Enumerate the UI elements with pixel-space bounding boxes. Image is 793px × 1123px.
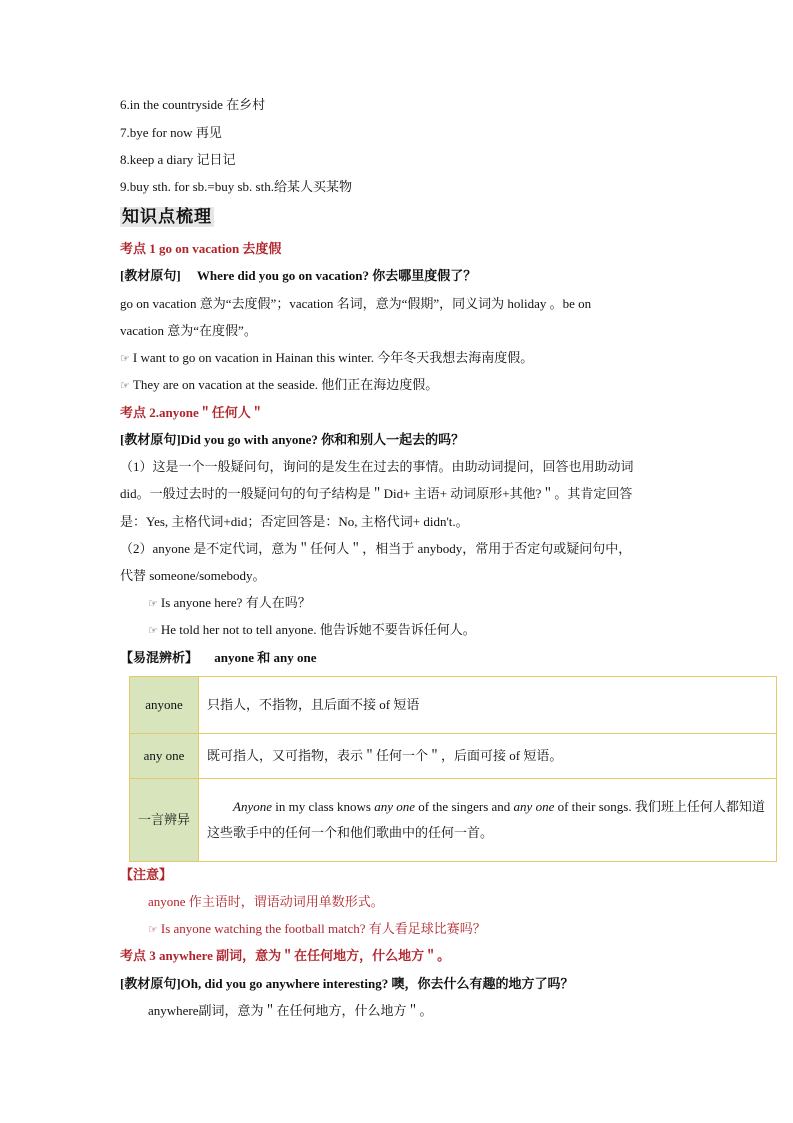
point3-source — [120, 975, 573, 993]
phrase-item: 9.buy sth. for sb.=buy sb. sth.给某人买某物 — [120, 179, 352, 194]
point3-explain: anywhere副词，意为＂在任何地方，什么地方＂。 — [148, 1003, 433, 1018]
confusion-heading — [120, 649, 316, 667]
phrase-item: 8.keep a diary 记日记 — [120, 152, 236, 167]
note-label: 【注意】 — [120, 867, 173, 882]
pointing-hand-icon: ☞ — [120, 352, 130, 365]
source-text: Did you go with anyone? 你和和别人一起去的吗？ — [180, 432, 465, 447]
table-key: anyone — [130, 677, 199, 734]
section-title — [120, 205, 214, 230]
point2-example: ☞ He told her not to tell anyone. 他告诉她不要告诉任何人。 — [148, 622, 476, 637]
table-value: 只指人，不指物，且后面不接 of 短语 — [199, 677, 777, 734]
source-text: Oh, did you go anywhere interesting? 噢，你去什么有趣的地方了吗？ — [180, 976, 574, 991]
comparison-table — [129, 676, 777, 862]
point2-source — [120, 431, 464, 449]
point1-example: ☞ I want to go on vacation in Hainan this winter. 今年冬天我想去海南度假。 — [120, 350, 534, 365]
phrase-item: 7.bye for now 再见 — [120, 125, 222, 140]
point1-explain: vacation 意为“在度假”。 — [120, 323, 257, 338]
phrase-item: 6.in the countryside 在乡村 — [120, 97, 266, 112]
source-label: [教材原句] — [120, 976, 181, 991]
pointing-hand-icon: ☞ — [148, 597, 158, 610]
table-key: any one — [130, 734, 199, 779]
note-text: anyone 作主语时，谓语动词用单数形式。 — [148, 894, 384, 909]
table-row — [130, 677, 777, 734]
confusion-title: anyone 和 any one — [214, 650, 317, 665]
pointing-hand-icon: ☞ — [120, 379, 130, 392]
table-row — [130, 734, 777, 779]
point1-heading: 考点 1 go on vacation 去度假 — [120, 241, 282, 256]
point1-explain: go on vacation 意为“去度假”；vacation 名词，意为“假期”，同义词为 holiday 。be on — [120, 296, 592, 311]
point2-example: ☞ Is anyone here? 有人在吗？ — [148, 595, 311, 610]
source-text: Where did you go on vacation? 你去哪里度假了？ — [196, 268, 477, 283]
pointing-hand-icon: ☞ — [148, 923, 158, 936]
table-value: 既可指人，又可指物，表示＂任何一个＂，后面可接 of 短语。 — [199, 734, 777, 779]
point2-note: 代替 someone/somebody。 — [120, 568, 266, 583]
point2-note: （2）anyone 是不定代词，意为＂任何人＂，相当于 anybody，常用于否定句或疑问句中， — [120, 541, 632, 556]
point2-note: （1）这是一个一般疑问句，询问的是发生在过去的事情。由助动词提问，回答也用助动词 — [120, 459, 634, 474]
point1-example: ☞ They are on vacation at the seaside. 他们正在海边度假。 — [120, 377, 439, 392]
table-value: Anyone in my class knows any one of the singers and any one of their songs. 我们班上任何人都知道这些歌手中的任何一个和他们歌曲中的任何一首。 — [199, 779, 777, 862]
note-example: ☞ Is anyone watching the football match? 有人看足球比赛吗？ — [148, 921, 486, 936]
point1-source — [120, 267, 476, 285]
point2-note: did。一般过去时的一般疑问句的句子结构是＂Did+ 主语+ 动词原形+其他?＂。其肯定回答 — [120, 486, 633, 501]
point3-heading: 考点 3 anywhere 副词，意为＂在任何地方，什么地方＂。 — [120, 948, 451, 963]
confusion-label: 【易混辨析】 — [120, 650, 199, 665]
pointing-hand-icon: ☞ — [148, 624, 158, 637]
section-title-text: 知识点梳理 — [122, 207, 212, 227]
point2-note: 是：Yes, 主格代词+did；否定回答是：No, 主格代词+ didn't.。 — [120, 514, 469, 529]
source-label: [教材原句] — [120, 432, 181, 447]
point2-heading: 考点 2.anyone＂任何人＂ — [120, 405, 264, 420]
table-key: 一言辨异 — [130, 779, 199, 862]
source-label: [教材原句] — [120, 268, 181, 283]
table-row — [130, 779, 777, 862]
